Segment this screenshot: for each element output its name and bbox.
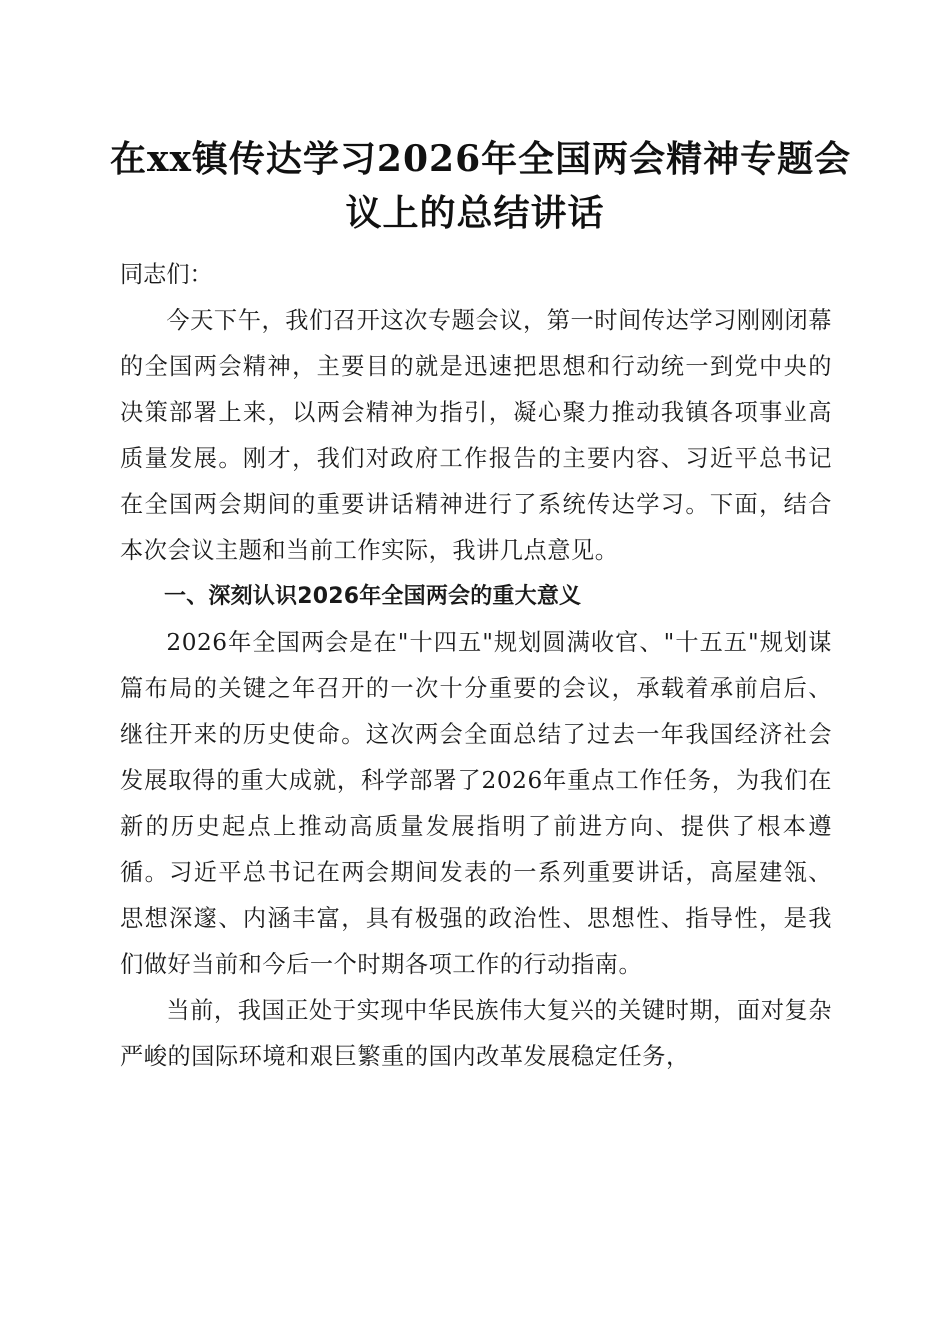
document-body [120,252,832,1080]
section-heading-1: 一、深刻认识2026年全国两会的重大意义 [164,584,582,609]
section1-paragraph-1: 2026年全国两会是在"十四五"规划圆满收官、"十五五"规划谋篇布局的关键之年召开的一次十分重要的会议，承载着承前启后、继往开来的历史使命。这次两会全面总结了过去一年我国经济社会发展取得的重大成就，科学部署了2026年重点工作任务，为我们在新的历史起点上推动高质量发展指明了前进方向、提供了根本遵循。习近平总书记在两会期间发表的一系列重要讲话，高屋建瓴、思想深邃、内涵丰富，具有极强的政治性、思想性、指导性，是我们做好当前和今后一个时期各项工作的行动指南。 [120,629,832,978]
title-line-1: 在xx镇传达学习2026年全国两会精神专题会 [110,138,852,180]
section1-paragraph-2: 当前，我国正处于实现中华民族伟大复兴的关键时期，面对复杂严峻的国际环境和艰巨繁重的国内改革发展稳定任务， [120,997,832,1070]
intro-paragraph: 今天下午，我们召开这次专题会议，第一时间传达学习刚刚闭幕的全国两会精神，主要目的就是迅速把思想和行动统一到党中央的决策部署上来，以两会精神为指引，凝心聚力推动我镇各项事业高质量发展。刚才，我们对政府工作报告的主要内容、习近平总书记在全国两会期间的重要讲话精神进行了系统传达学习。下面，结合本次会议主题和当前工作实际，我讲几点意见。 [120,307,832,564]
document-title [110,132,852,240]
salutation: 同志们： [120,261,213,288]
title-line-2: 议上的总结讲话 [345,192,605,234]
